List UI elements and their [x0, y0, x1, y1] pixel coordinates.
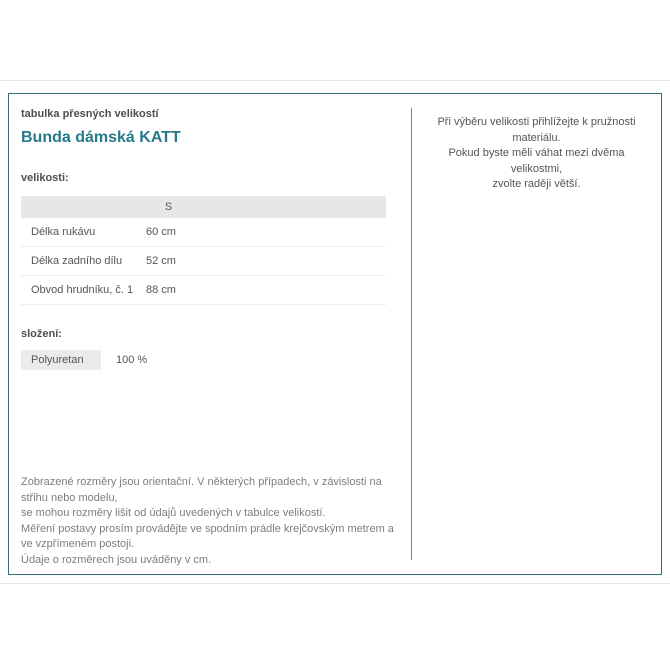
- product-title: Bunda dámská KATT: [21, 129, 181, 146]
- composition-section-label: složení:: [21, 328, 62, 340]
- sizes-section-label: velikosti:: [21, 172, 69, 184]
- disclaimer-line: se mohou rozměry lišit od údajů uvedených v tabulce velikostí.: [21, 507, 326, 519]
- outer-bottom-divider: [0, 583, 670, 584]
- measurement-label: Délka zadního dílu: [31, 255, 123, 267]
- advice-line: Při výběru velikosti přihlížejte k pružnosti materiálu.: [437, 116, 636, 144]
- disclaimer-line: Údaje o rozměrech jsou uváděny v cm.: [21, 553, 212, 566]
- measurement-label: Obvod hrudníku, č. 1: [31, 284, 134, 296]
- measurement-disclaimer: [21, 475, 406, 568]
- disclaimer-line: Zobrazené rozměry jsou orientační. V některých případech, v závislosti na střihu nebo modelu,: [21, 476, 382, 504]
- table-row: [21, 276, 386, 305]
- size-table: [21, 196, 386, 305]
- measurement-value: 88 cm: [146, 284, 176, 296]
- size-chart-panel: [8, 93, 662, 575]
- material-name-cell: Polyuretan: [21, 350, 101, 370]
- material-percentage: 100 %: [116, 354, 148, 366]
- composition-row: [21, 350, 411, 370]
- table-row: [21, 247, 386, 276]
- size-column-header: S: [164, 201, 173, 213]
- table-row: [21, 218, 386, 247]
- disclaimer-line: Měření postavy prosím provádějte ve spodním prádle krejčovským metrem a ve vzpřímeném postoji.: [21, 522, 394, 550]
- measurement-label: Délka rukávu: [31, 226, 96, 238]
- size-table-header-row: [21, 196, 386, 218]
- measurement-value: 60 cm: [146, 226, 176, 238]
- outer-top-divider: [0, 80, 670, 81]
- advice-line: zvolte raději větší.: [492, 178, 581, 190]
- measurement-value: 52 cm: [146, 255, 176, 267]
- size-advice-column: [412, 94, 661, 574]
- size-chart-main-column: [9, 94, 411, 574]
- advice-line: Pokud byste měli váhat mezi dvěma velikostmi,: [448, 147, 625, 175]
- size-chart-eyebrow: tabulka přesných velikostí: [21, 108, 159, 120]
